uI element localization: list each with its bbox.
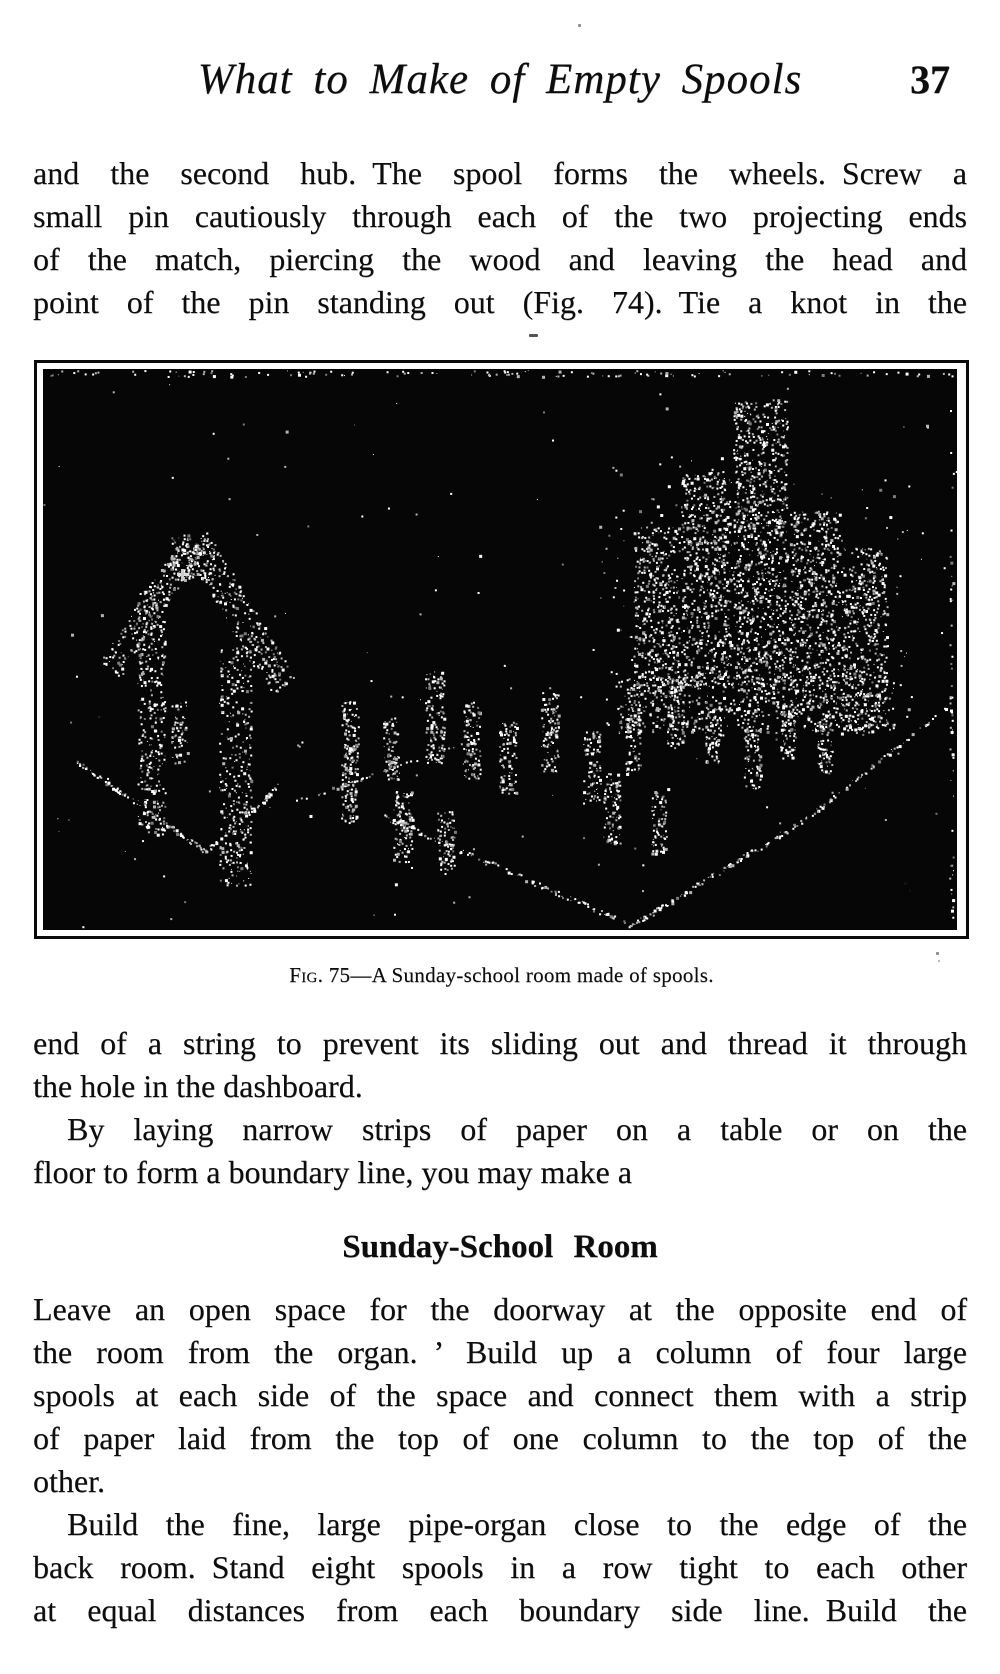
scan-speck [909,889,911,892]
page-number: 37 [910,57,950,102]
text-line: floor to form a boundary line, you may make a [33,1154,632,1190]
text-line: the room from the organ. ’ Build up a column of four large [33,1334,967,1370]
paragraph [33,1503,967,1632]
paragraph [33,152,967,324]
text-line: By laying narrow strips of paper on a table or on the [67,1111,967,1147]
text-line: end of a string to prevent its sliding out and thread it through [33,1025,967,1061]
text-line: back room. Stand eight spools in a row tight to each other [33,1549,967,1585]
figure-caption-label: Fig. 75 [289,963,351,987]
scan-speck [578,24,581,27]
paragraph [33,1288,967,1503]
paragraph [33,1022,967,1108]
text-line: and the second hub. The spool forms the wheels. Screw a [33,155,967,191]
text-line: at equal distances from each boundary side line. Build the [33,1592,967,1628]
scan-speck [938,960,940,962]
figure-photo-spool-room [43,369,957,930]
scan-speck [904,882,907,885]
text-line: of the match, piercing the wood and leaving the head and [33,241,967,277]
figure [34,360,969,988]
text-line: Leave an open space for the doorway at the opposite end of [33,1291,967,1327]
figure-frame [34,360,969,939]
scan-speck [529,334,538,337]
text-line: other. [33,1463,105,1499]
figure-caption-text: —A Sunday-school room made of spools. [350,963,714,987]
text-line: point of the pin standing out (Fig. 74). Tie a knot in the [33,284,967,320]
page-title: What to Make of Empty Spools [197,56,803,103]
text-line: of paper laid from the top of one column to the top of the [33,1420,967,1456]
paragraph [33,1108,967,1194]
text-line: small pin cautiously through each of the two projecting ends [33,198,967,234]
scan-speck [936,952,939,955]
running-head [33,0,967,107]
text-line: spools at each side of the space and connect them with a strip [33,1377,967,1413]
text-line: Build the fine, large pipe-organ close to the edge of the [67,1506,967,1542]
text-line: the hole in the dashboard. [33,1068,363,1104]
section-heading: Sunday-School Room [342,1229,658,1265]
figure-caption [34,963,969,988]
